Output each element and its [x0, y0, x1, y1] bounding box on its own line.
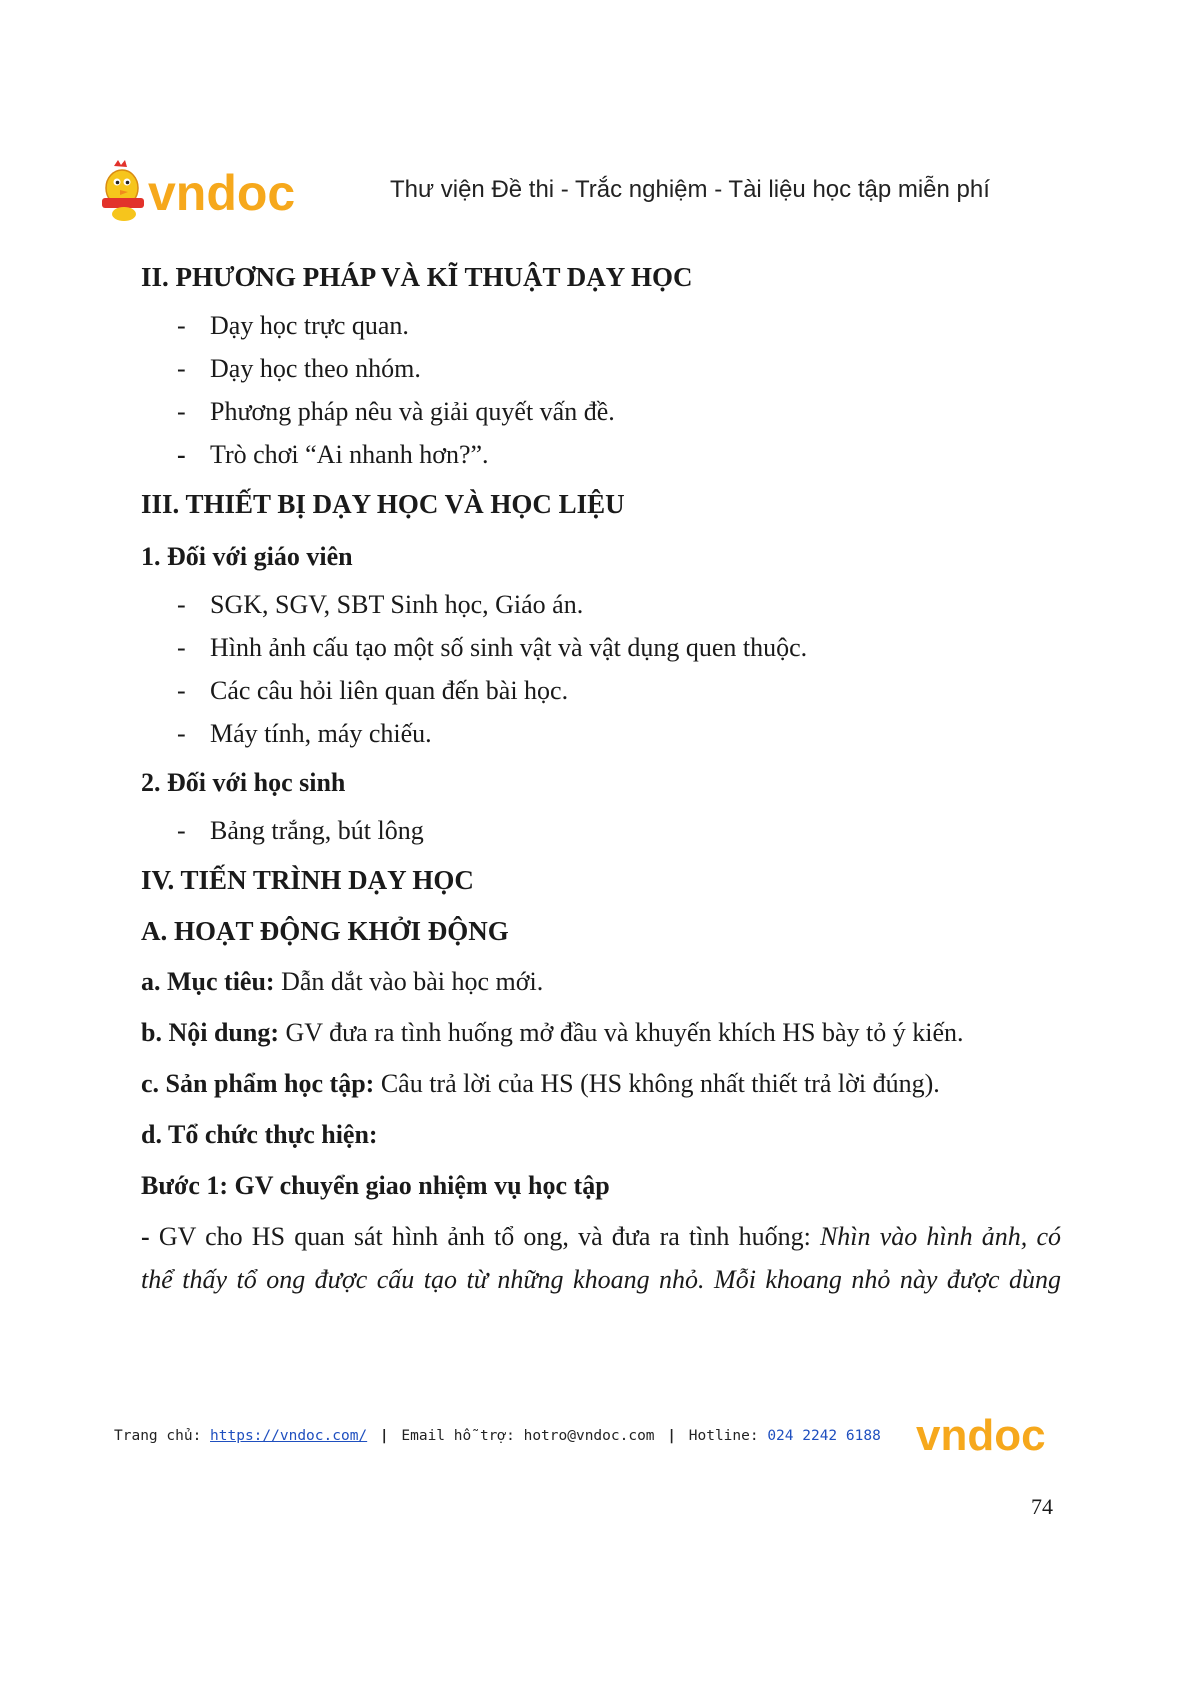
subsection-title-student: 2. Đối với học sinh: [141, 768, 346, 797]
list-item: - Bảng trắng, bút lông: [177, 816, 424, 845]
step1-paragraph-line-1: - GV cho HS quan sát hình ảnh tổ ong, và đưa ra tình huống: Nhìn vào hình ảnh, có: [141, 1222, 1061, 1251]
home-label: Trang chủ:: [114, 1428, 211, 1444]
list-item: - Các câu hỏi liên quan đến bài học.: [177, 676, 569, 705]
section-title-3: III. THIẾT BỊ DẠY HỌC VÀ HỌC LIỆU: [141, 489, 625, 519]
list-item: - Trò chơi “Ai nhanh hơn?”.: [177, 440, 489, 469]
svg-text:vndoc: vndoc: [916, 1411, 1046, 1460]
activity-title: A. HOẠT ĐỘNG KHỞI ĐỘNG: [141, 916, 509, 946]
email-label: Email hỗ trợ: hotro@vndoc.com: [401, 1428, 655, 1444]
product-line: c. Sản phẩm học tập: Câu trả lời của HS (HS không nhất thiết trả lời đúng).: [141, 1069, 940, 1098]
content-line: b. Nội dung: GV đưa ra tình huống mở đầu và khuyến khích HS bày tỏ ý kiến.: [141, 1018, 964, 1047]
list-item: - Dạy học trực quan.: [177, 311, 409, 340]
chicken-mascot-icon: [102, 160, 144, 221]
footer-separator: |: [667, 1428, 677, 1444]
objective-line: a. Mục tiêu: Dẫn dắt vào bài học mới.: [141, 967, 544, 996]
subsection-title-teacher: 1. Đối với giáo viên: [141, 542, 353, 571]
footer-vndoc-logo: [914, 1410, 1054, 1460]
footer-separator: |: [379, 1428, 389, 1444]
svg-text:vndoc: vndoc: [148, 165, 296, 221]
list-item: - Hình ảnh cấu tạo một số sinh vật và vật dụng quen thuộc.: [177, 633, 808, 662]
list-item: - Phương pháp nêu và giải quyết vấn đề.: [177, 397, 615, 426]
vndoc-logo: [100, 160, 330, 226]
list-item: - Máy tính, máy chiếu.: [177, 719, 432, 748]
page-number: 74: [1031, 1494, 1053, 1519]
step1-title: Bước 1: GV chuyển giao nhiệm vụ học tập: [141, 1171, 610, 1200]
hotline-number: 024 2242 6188: [767, 1428, 881, 1444]
organization-line: d. Tổ chức thực hiện:: [141, 1120, 378, 1149]
document-body: [141, 262, 1061, 1295]
list-item: - Dạy học theo nhóm.: [177, 354, 421, 383]
section-title-2: II. PHƯƠNG PHÁP VÀ KĨ THUẬT DẠY HỌC: [141, 262, 693, 292]
list-item: - SGK, SGV, SBT Sinh học, Giáo án.: [177, 590, 584, 619]
page-header: [100, 160, 1060, 230]
home-link[interactable]: https://vndoc.com/: [210, 1428, 368, 1444]
hotline-label: Hotline:: [688, 1428, 768, 1444]
section-title-4: IV. TIẾN TRÌNH DẠY HỌC: [141, 865, 474, 895]
page-footer: [114, 1428, 881, 1444]
step1-paragraph-line-2: thể thấy tổ ong được cấu tạo từ những khoang nhỏ. Mỗi khoang nhỏ này được dùng: [141, 1265, 1061, 1294]
header-tagline: Thư viện Đề thi - Trắc nghiệm - Tài liệu học tập miễn phí: [390, 176, 990, 203]
